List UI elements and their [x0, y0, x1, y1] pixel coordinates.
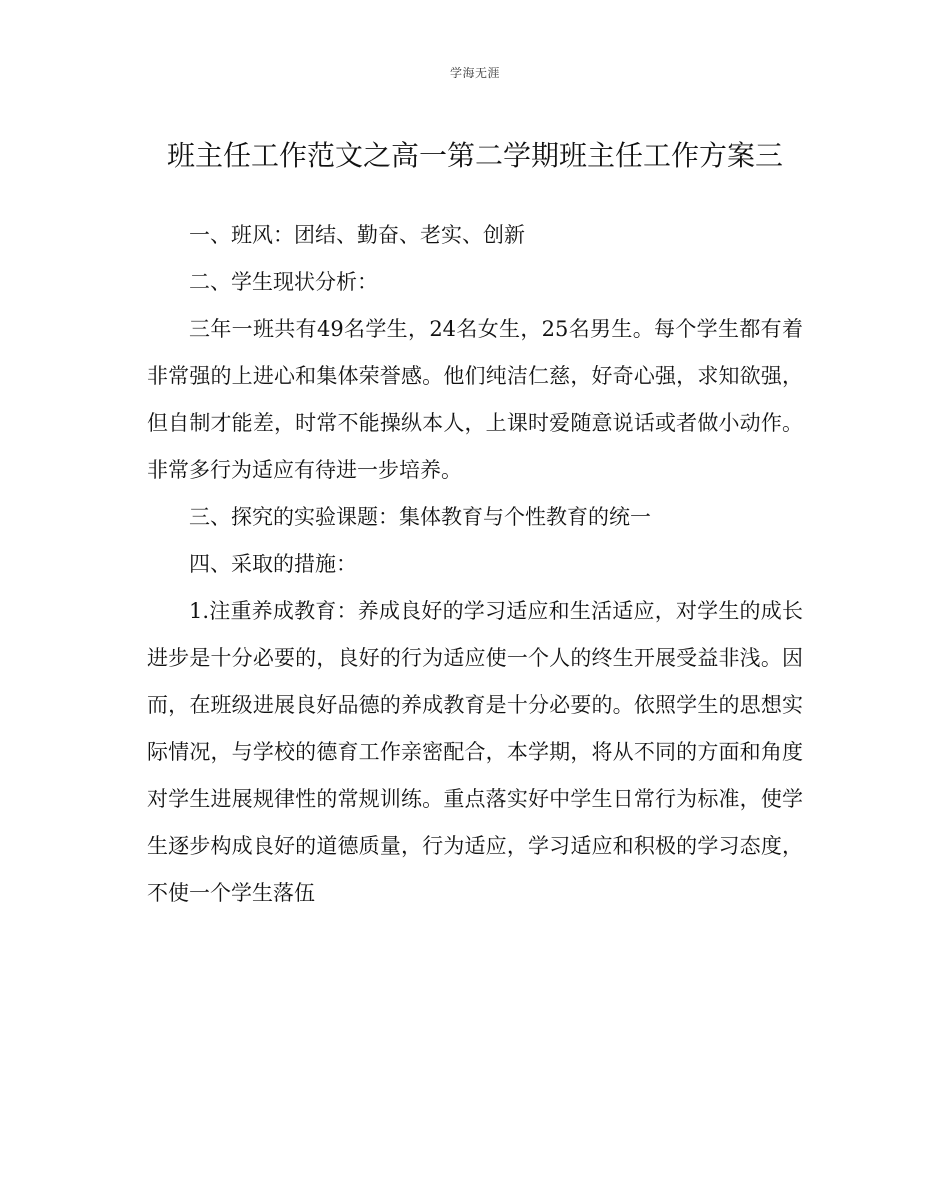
document-title: 班主任工作范文之高一第二学期班主任工作方案三	[166, 139, 783, 172]
paragraph-section-heading: 二、学生现状分析：	[189, 270, 378, 294]
paragraph-measure-1: 1.注重养成教育：养成良好的学习适应和生活适应，对学生的成长进步是十分必要的，良好的行为适应使一个人的终生开展受益非浅。因而，在班级进展良好品德的养成教育是十分必要的。依照学生的思想实际情况，与学校的德育工作亲密配合，本学期，将从不同的方面和角度对学生进展规律性的常规训练。重点落实好中学生日常行为标准，使学生逐步构成良好的道德质量，行为适应，学习适应和积极的学习态度，不使一个学生落伍	[147, 599, 803, 905]
paragraph-section-heading: 四、采取的措施：	[189, 552, 357, 576]
document-body	[147, 212, 803, 917]
page-header: 学海无涯	[449, 66, 500, 80]
paragraph-class-motto: 一、班风：团结、勤奋、老实、创新	[189, 223, 525, 247]
paragraph-student-analysis: 三年一班共有49名学生，24名女生，25名男生。每个学生都有着非常强的上进心和集体荣誉感。他们纯洁仁慈，好奇心强，求知欲强，但自制才能差，时常不能操纵本人，上课时爱随意说话或者做小动作。非常多行为适应有待进一步培养。	[147, 317, 803, 482]
paragraph-research-topic: 三、探究的实验课题：集体教育与个性教育的统一	[189, 505, 651, 529]
